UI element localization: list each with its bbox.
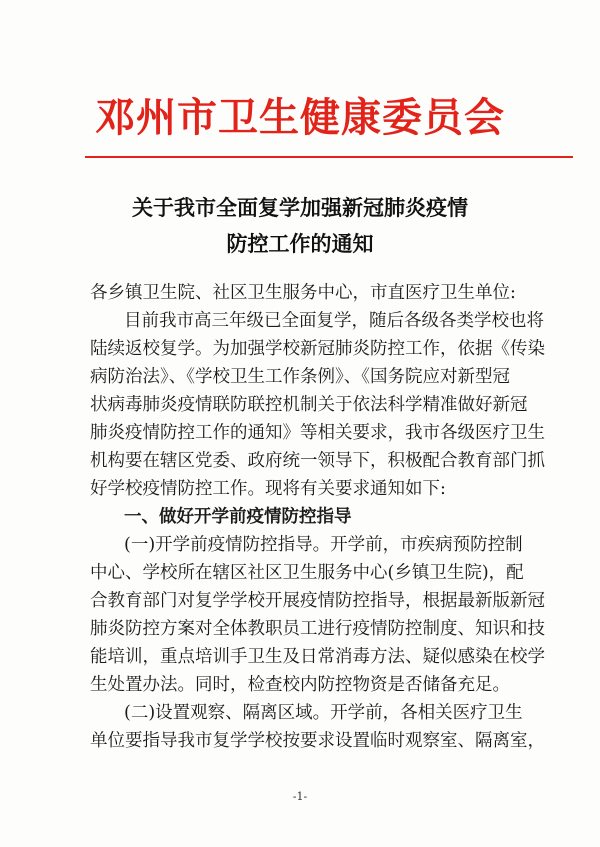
body-line: (一)开学前疫情防控指导。开学前，市疾病预防控制 [124,535,523,555]
body-line: 状病毒肺炎疫情联防联控机制关于依法科学精准做好新冠 [90,395,528,415]
document-title-line-2: 防控工作的通知 [226,231,374,256]
body-line: 肺炎疫情防控工作的通知》等相关要求，我市各级医疗卫生 [90,423,545,443]
salutation-line: 各乡镇卫生院、社区卫生服务中心，市直医疗卫生单位: [90,283,516,303]
body-line: 病防治法》、《学校卫生工作条例》、《国务院应对新型冠 [90,367,510,387]
body-line: 机构要在辖区党委、政府统一领导下，积极配合教育部门抓 [90,451,545,471]
body-line: 能培训，重点培训手卫生及日常消毒方法、疑似感染在校学 [90,647,545,667]
body-line: 中心、学校所在辖区社区卫生服务中心(乡镇卫生院)，配 [90,563,524,583]
body-line: 肺炎防控方案对全体教职员工进行疫情防控制度、知识和技 [90,619,545,639]
body-line: 好学校疫情防控工作。现将有关要求通知如下: [90,479,446,499]
letterhead-red-rule [85,156,573,158]
body-line: 单位要指导我市复学学校按要求设置临时观察室、隔离室， [90,731,545,751]
body-line: 合教育部门对复学学校开展疫情防控指导，根据最新版新冠 [90,591,545,611]
page-number: -1- [292,790,308,803]
organization-letterhead: 邓州市卫生健康委员会 [95,94,505,141]
document-title-line-1: 关于我市全面复学加强新冠肺炎疫情 [132,195,468,220]
section-heading: 一、做好开学前疫情防控指导 [124,507,352,527]
body-line: 生处置办法。同时，检查校内防控物资是否储备充足。 [90,675,510,695]
body-line: 陆续返校复学。为加强学校新冠肺炎防控工作，依据《传染 [90,339,545,359]
body-line: (二)设置观察、隔离区域。开学前，各相关医疗卫生 [124,703,523,723]
body-line: 目前我市高三年级已全面复学，随后各级各类学校也将 [124,311,544,331]
